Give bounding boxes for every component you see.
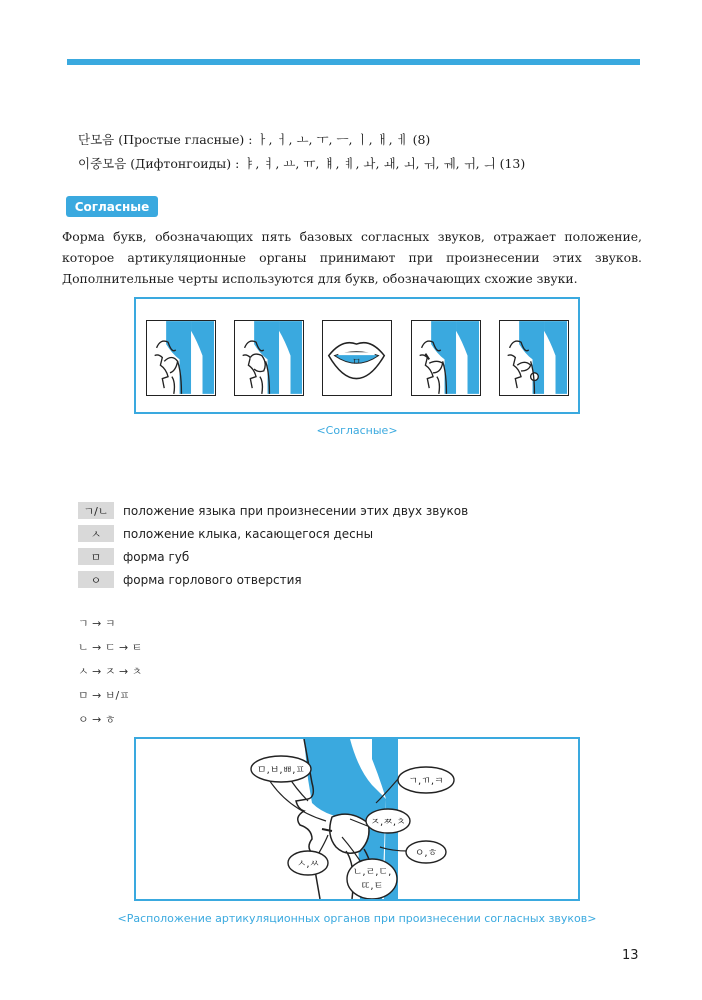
legend-item <box>78 500 468 521</box>
label-alveolar-2: ㄸ,ㅌ <box>360 881 384 892</box>
label-dental: ㅅ,ㅆ <box>296 859 320 870</box>
legend-text: положение языка при произнесении этих двух звуков <box>123 503 469 518</box>
vowel-list <box>78 128 525 176</box>
sequence-item: ㅁ → ㅂ/ㅍ <box>78 689 130 702</box>
figure2-caption: <Расположение артикуляционных органов при произнесении согласных звуков> <box>117 912 597 925</box>
panel-alveolar-tongue <box>234 320 304 396</box>
intro-paragraph: Форма букв, обозначающих пять базовых согласных звуков, отражает положение, которое артикуляционные органы принимают при произнесении этих звуков. Дополнительные черты используются для букв, обозначающих схожие звуки. <box>62 229 642 286</box>
label-glottal: ㅇ,ㅎ <box>414 848 438 859</box>
sequence-item: ㅇ → ㅎ <box>78 713 116 726</box>
panel-velar-tongue <box>146 320 216 396</box>
figure1-caption: <Согласные> <box>316 424 398 437</box>
label-palatal: ㅈ,ㅉ,ㅊ <box>370 817 406 828</box>
page-number: 13 <box>622 948 639 963</box>
sequence-item: ㄱ → ㅋ <box>78 617 116 630</box>
simple-vowels: 단모음 (Простые гласные) : ㅏ, ㅓ, ㅗ, ㅜ, ㅡ, ㅣ, ㅐ, ㅔ (8) <box>78 132 431 147</box>
articulation-figure-frame <box>134 737 580 901</box>
derivation-list <box>78 612 142 732</box>
legend-key: ㅇ <box>78 571 114 588</box>
panel-glottis <box>499 320 569 396</box>
top-rule <box>67 59 640 65</box>
sequence-item: ㅅ → ㅈ → ㅊ <box>78 665 143 678</box>
label-velar: ㄱ,ㄲ,ㅋ <box>408 776 444 787</box>
legend-text: форма губ <box>123 549 190 564</box>
label-lips: ㅁ,ㅂ,ㅃ,ㅍ <box>256 765 306 776</box>
legend-item <box>78 569 468 590</box>
articulation-diagram <box>136 739 578 899</box>
label-alveolar-1: ㄴ,ㄹ,ㄷ, <box>352 867 392 878</box>
legend-key: ㅁ <box>78 548 114 565</box>
legend-key: ㄱ/ㄴ <box>78 502 114 519</box>
section-title: Согласные <box>66 196 158 217</box>
legend-item <box>78 523 468 544</box>
legend-text: форма горлового отверстия <box>123 572 302 587</box>
legend-item <box>78 546 468 567</box>
panel-lips-shape <box>322 320 392 396</box>
panel-tooth-gum <box>411 320 481 396</box>
mouth-letter: ㅁ <box>351 357 362 369</box>
legend-key: ㅅ <box>78 525 114 542</box>
legend <box>78 500 468 592</box>
diphthong-vowels: 이중모음 (Дифтонгоиды) : ㅑ, ㅕ, ㅛ, ㅠ, ㅒ, ㅖ, ㅘ, ㅙ, ㅚ, ㅝ, ㅞ, ㅟ, ㅢ (13) <box>78 156 526 171</box>
legend-text: положение клыка, касающегося десны <box>123 526 374 541</box>
sequence-item: ㄴ → ㄷ → ㅌ <box>78 641 143 654</box>
